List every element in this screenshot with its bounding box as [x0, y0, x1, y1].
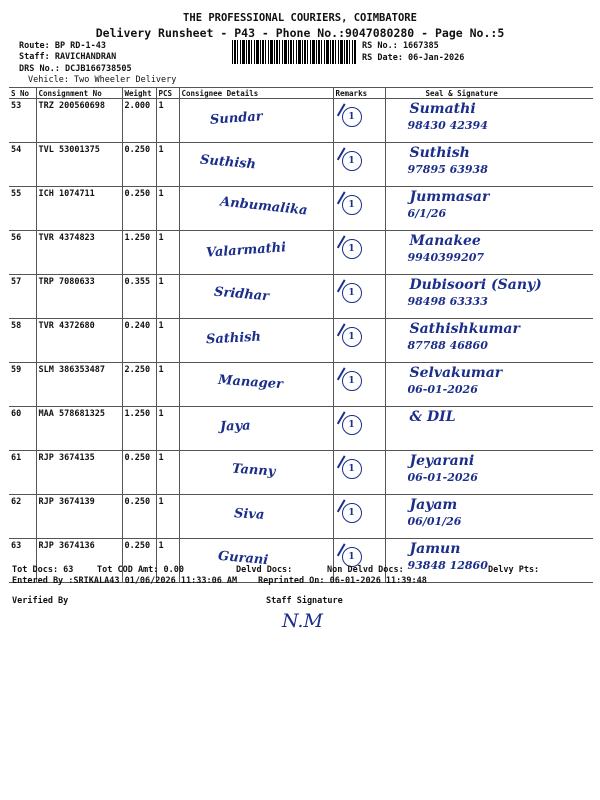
- signature-line-1: Suthish: [409, 145, 470, 161]
- consignee-handwritten: Anbumalika: [218, 194, 308, 219]
- col-signature: Seal & Signature: [385, 88, 593, 99]
- remarks-cell: [333, 143, 385, 187]
- table-row: [9, 99, 593, 143]
- remark-circle: 1: [342, 547, 362, 567]
- remarks-cell: [333, 363, 385, 407]
- remarks-cell: [333, 407, 385, 451]
- consignee-handwritten: Suthish: [198, 152, 257, 173]
- remark-circle: 1: [342, 151, 362, 171]
- seal-signature-cell: [385, 495, 593, 539]
- signature-line-2: 93848 12860: [407, 559, 488, 572]
- signature-line-1: Jeyarani: [409, 453, 475, 469]
- consignment-no-cell: TVL 53001375: [36, 143, 122, 187]
- drs-number: DRS No.: DCJB166738505: [19, 64, 132, 74]
- weight-cell: 2.000: [122, 99, 156, 143]
- remark-circle: 1: [342, 415, 362, 435]
- weight-cell: 1.250: [122, 407, 156, 451]
- col-pcs: PCS: [156, 88, 179, 99]
- entered-by: Entered By :SRIKALA43 01/06/2026 11:33:06 AM: [12, 576, 238, 586]
- seal-signature-cell: [385, 187, 593, 231]
- consignee-handwritten: Manager: [217, 372, 283, 393]
- sno-cell: 55: [9, 187, 36, 231]
- weight-cell: 0.250: [122, 539, 156, 583]
- consignment-no-cell: TRZ 200560698: [36, 99, 122, 143]
- runsheet-barcode: [232, 40, 356, 64]
- signature-line-2: 98498 63333: [407, 295, 488, 308]
- signature-line-2: 6/1/26: [407, 207, 447, 220]
- signature-line-2: 06/01/26: [407, 515, 462, 528]
- table-row: [9, 451, 593, 495]
- pcs-cell: 1: [156, 451, 179, 495]
- consignment-no-cell: RJP 3674139: [36, 495, 122, 539]
- runsheet-subtitle: Delivery Runsheet - P43 - Phone No.:9047080280 - Page No.:5: [95, 26, 505, 40]
- pcs-cell: 1: [156, 495, 179, 539]
- pcs-cell: 1: [156, 407, 179, 451]
- remarks-cell: [333, 231, 385, 275]
- tot-cod-amt: Tot COD Amt: 0.00: [97, 565, 184, 575]
- seal-signature-cell: [385, 99, 593, 143]
- consignment-no-cell: SLM 386353487: [36, 363, 122, 407]
- consignment-no-cell: RJP 3674136: [36, 539, 122, 583]
- vehicle-label: Vehicle: Two Wheeler Delivery: [28, 75, 177, 85]
- col-weight: Weight: [122, 88, 156, 99]
- sno-cell: 57: [9, 275, 36, 319]
- remark-circle: 1: [342, 107, 362, 127]
- table-row: [9, 363, 593, 407]
- remark-circle: 1: [342, 503, 362, 523]
- col-consignee: Consignee Details: [179, 88, 333, 99]
- signature-line-1: Jummasar: [409, 189, 490, 205]
- sno-cell: 63: [9, 539, 36, 583]
- signature-line-1: & DIL: [409, 409, 456, 425]
- weight-cell: 1.250: [122, 231, 156, 275]
- weight-cell: 0.250: [122, 143, 156, 187]
- weight-cell: 0.240: [122, 319, 156, 363]
- table-row: [9, 495, 593, 539]
- consignment-no-cell: MAA 578681325: [36, 407, 122, 451]
- signature-line-1: Dubisoori (Sany): [409, 277, 542, 293]
- remarks-cell: [333, 187, 385, 231]
- consignee-handwritten: Valarmathi: [205, 240, 287, 261]
- seal-signature-cell: [385, 407, 593, 451]
- runsheet-table: [9, 87, 593, 583]
- consignment-no-cell: RJP 3674135: [36, 451, 122, 495]
- remarks-cell: [333, 451, 385, 495]
- remark-circle: 1: [342, 283, 362, 303]
- sno-cell: 58: [9, 319, 36, 363]
- staff-label: Staff: RAVICHANDRAN: [19, 52, 117, 62]
- col-remarks: Remarks: [333, 88, 385, 99]
- seal-signature-cell: [385, 319, 593, 363]
- verified-by: Verified By: [12, 596, 69, 606]
- weight-cell: 0.250: [122, 187, 156, 231]
- non-delvd-docs: Non Delvd Docs:: [327, 565, 404, 575]
- consignee-handwritten: Sundar: [209, 109, 263, 128]
- remarks-cell: [333, 99, 385, 143]
- signature-line-1: Manakee: [409, 233, 481, 249]
- pcs-cell: 1: [156, 539, 179, 583]
- col-sno: S No: [9, 88, 36, 99]
- weight-cell: 0.250: [122, 451, 156, 495]
- consignee-cell: [179, 275, 333, 319]
- staff-signature-label: Staff Signature: [266, 596, 343, 606]
- remark-circle: 1: [342, 327, 362, 347]
- sno-cell: 53: [9, 99, 36, 143]
- remark-circle: 1: [342, 195, 362, 215]
- table-row: [9, 319, 593, 363]
- rs-date: RS Date: 06-Jan-2026: [362, 53, 465, 63]
- signature-line-2: 98430 42394: [407, 119, 488, 132]
- consignee-cell: [179, 187, 333, 231]
- signature-line-2: 97895 63938: [407, 163, 488, 176]
- sno-cell: 61: [9, 451, 36, 495]
- consignee-cell: [179, 451, 333, 495]
- consignee-cell: [179, 143, 333, 187]
- consignment-no-cell: TVR 4372680: [36, 319, 122, 363]
- signature-line-1: Selvakumar: [409, 365, 503, 381]
- weight-cell: 2.250: [122, 363, 156, 407]
- signature-line-2: 9940399207: [407, 251, 485, 264]
- pcs-cell: 1: [156, 275, 179, 319]
- staff-signature-hand: N.M: [282, 610, 323, 632]
- tot-docs: Tot Docs: 63: [12, 565, 74, 575]
- remark-circle: 1: [342, 239, 362, 259]
- consignment-no-cell: TVR 4374823: [36, 231, 122, 275]
- remarks-cell: [333, 275, 385, 319]
- col-consignment: Consignment No: [36, 88, 122, 99]
- table-header-row: [9, 88, 593, 99]
- pcs-cell: 1: [156, 319, 179, 363]
- consignee-handwritten: Tanny: [231, 461, 276, 480]
- table-row: [9, 143, 593, 187]
- sno-cell: 54: [9, 143, 36, 187]
- sno-cell: 59: [9, 363, 36, 407]
- delvd-docs: Delvd Docs:: [236, 565, 293, 575]
- consignee-handwritten: Sridhar: [212, 284, 270, 305]
- seal-signature-cell: [385, 363, 593, 407]
- consignee-cell: [179, 319, 333, 363]
- rs-number: RS No.: 1667385: [362, 41, 439, 51]
- route-label: Route: BP RD-1-43: [19, 41, 106, 51]
- signature-line-1: Jayam: [409, 497, 458, 513]
- consignment-no-cell: ICH 1074711: [36, 187, 122, 231]
- consignee-handwritten: Jaya: [219, 418, 251, 435]
- signature-line-1: Sumathi: [409, 101, 476, 117]
- consignee-cell: [179, 99, 333, 143]
- consignee-cell: [179, 231, 333, 275]
- remarks-cell: [333, 319, 385, 363]
- remarks-cell: [333, 495, 385, 539]
- remark-circle: 1: [342, 459, 362, 479]
- consignee-cell: [179, 363, 333, 407]
- seal-signature-cell: [385, 451, 593, 495]
- signature-line-1: Sathishkumar: [409, 321, 520, 337]
- consignee-cell: [179, 407, 333, 451]
- table-row: [9, 231, 593, 275]
- signature-line-2: 87788 46860: [407, 339, 488, 352]
- table-row: [9, 407, 593, 451]
- reprinted-on: Reprinted On: 06-01-2026 11:39:48: [258, 576, 427, 586]
- pcs-cell: 1: [156, 187, 179, 231]
- delvy-pts: Delvy Pts:: [488, 565, 540, 575]
- remark-circle: 1: [342, 371, 362, 391]
- consignee-handwritten: Gurani: [216, 548, 269, 569]
- table-row: [9, 187, 593, 231]
- sno-cell: 60: [9, 407, 36, 451]
- pcs-cell: 1: [156, 99, 179, 143]
- page-title: THE PROFESSIONAL COURIERS, COIMBATORE: [183, 12, 417, 24]
- consignee-cell: [179, 495, 333, 539]
- weight-cell: 0.250: [122, 495, 156, 539]
- pcs-cell: 1: [156, 143, 179, 187]
- signature-line-2: 06-01-2026: [407, 471, 478, 484]
- consignee-handwritten: Sathish: [205, 329, 261, 348]
- weight-cell: 0.355: [122, 275, 156, 319]
- consignee-handwritten: Siva: [233, 506, 265, 523]
- sno-cell: 62: [9, 495, 36, 539]
- seal-signature-cell: [385, 275, 593, 319]
- signature-line-1: Jamun: [409, 541, 461, 557]
- pcs-cell: 1: [156, 363, 179, 407]
- signature-line-2: 06-01-2026: [407, 383, 478, 396]
- table-row: [9, 275, 593, 319]
- consignment-no-cell: TRP 7080633: [36, 275, 122, 319]
- seal-signature-cell: [385, 231, 593, 275]
- seal-signature-cell: [385, 143, 593, 187]
- sno-cell: 56: [9, 231, 36, 275]
- pcs-cell: 1: [156, 231, 179, 275]
